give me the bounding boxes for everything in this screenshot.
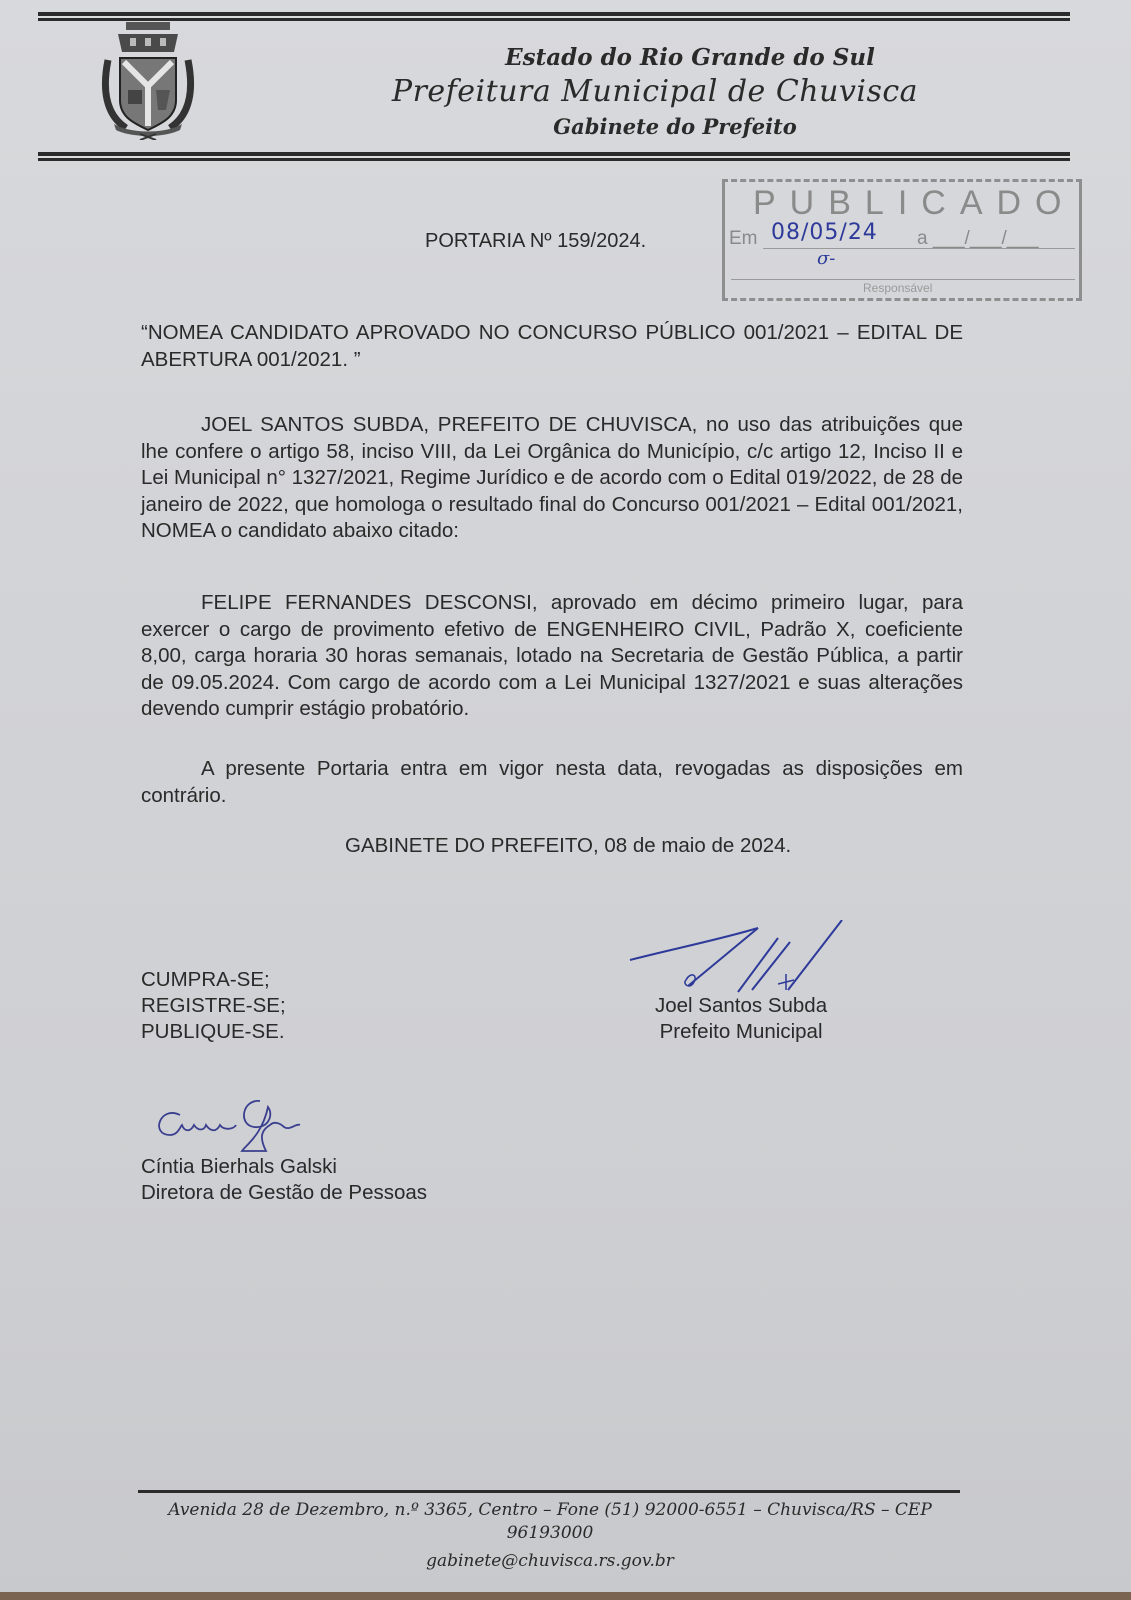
table-surface — [0, 1592, 1131, 1600]
stamp-handwritten-initial: σ- — [817, 248, 836, 269]
header-gabinete: Gabinete do Prefeito — [553, 114, 797, 139]
mayor-name: Joel Santos Subda — [655, 994, 828, 1017]
order-cumpra: CUMPRA-SE; — [141, 968, 270, 991]
published-stamp — [722, 179, 1082, 301]
director-title: Diretora de Gestão de Pessoas — [141, 1181, 428, 1204]
mayor-signature-block — [655, 993, 827, 1045]
stamp-handwritten-date: 08/05/24 — [771, 220, 878, 245]
stamp-a-label: a ___/___/___ — [917, 228, 1039, 249]
footer-email: gabinete@chuvisca.rs.gov.br — [426, 1551, 674, 1571]
stamp-responsavel-label: Responsável — [863, 281, 933, 295]
ementa: “NOMEA CANDIDATO APROVADO NO CONCURSO PÚBLICO 001/2021 – EDITAL DE ABERTURA 001/2021. ” — [141, 321, 963, 371]
director-name: Cíntia Bierhals Galski — [141, 1155, 337, 1178]
portaria-number: PORTARIA Nº 159/2024. — [425, 230, 647, 252]
stamp-date-line — [763, 248, 1075, 249]
paragraph-effect: A presente Portaria entra em vigor nesta data, revogadas as disposições em contrário. — [141, 757, 963, 807]
order-publique: PUBLIQUE-SE. — [141, 1020, 285, 1043]
director-signature-block — [141, 1154, 427, 1206]
footer-rule — [138, 1490, 960, 1493]
header-prefeitura: Prefeitura Municipal de Chuvisca — [391, 74, 919, 109]
stamp-em-label: Em — [729, 228, 758, 249]
date-line: GABINETE DO PREFEITO, 08 de maio de 2024. — [345, 834, 792, 857]
paragraph-appointment: FELIPE FERNANDES DESCONSI, aprovado em décimo primeiro lugar, para exercer o cargo de provimento efetivo de ENGENHEIRO CIVIL, Padrão X, coeficiente 8,00, carga horaria 30 horas semanais, lotado na Secretaria de Gestão Pública, a partir de 09.05.2024. Com cargo de acordo com a Lei Municipal 1327/2021 e suas alterações devendo cumprir estágio probatório. — [141, 591, 963, 720]
mayor-signature-icon — [628, 920, 868, 1000]
mayor-title: Prefeito Municipal — [659, 1020, 823, 1043]
footer-cep: 96193000 — [506, 1523, 594, 1543]
order-registre: REGISTRE-SE; — [141, 994, 286, 1017]
coat-of-arms-icon — [100, 20, 196, 140]
header-bottom-rule — [38, 152, 1070, 161]
paragraph-preamble: JOEL SANTOS SUBDA, PREFEITO DE CHUVISCA, no uso das atribuições que lhe confere o artigo 58, inciso VIII, da Lei Orgânica do Município, c/c artigo 12, Inciso II e Lei Municipal n° 1327/2021, Regime Jurídico e de acordo com o Edital 019/2022, de 28 de janeiro de 2022, que homologa o resultado final do Concurso 001/2021 – Edital 001/2021, NOMEA o candidato abaixo citado: — [141, 413, 963, 542]
stamp-signature-line — [731, 279, 1075, 280]
director-signature-icon — [150, 1095, 350, 1155]
orders-block — [141, 967, 286, 1045]
stamp-title: PUBLICADO — [753, 184, 1076, 222]
header-state: Estado do Rio Grande do Sul — [505, 44, 875, 71]
footer-address: Avenida 28 de Dezembro, n.º 3365, Centro – Fone (51) 92000-6551 – Chuvisca/RS – CEP — [168, 1500, 932, 1520]
